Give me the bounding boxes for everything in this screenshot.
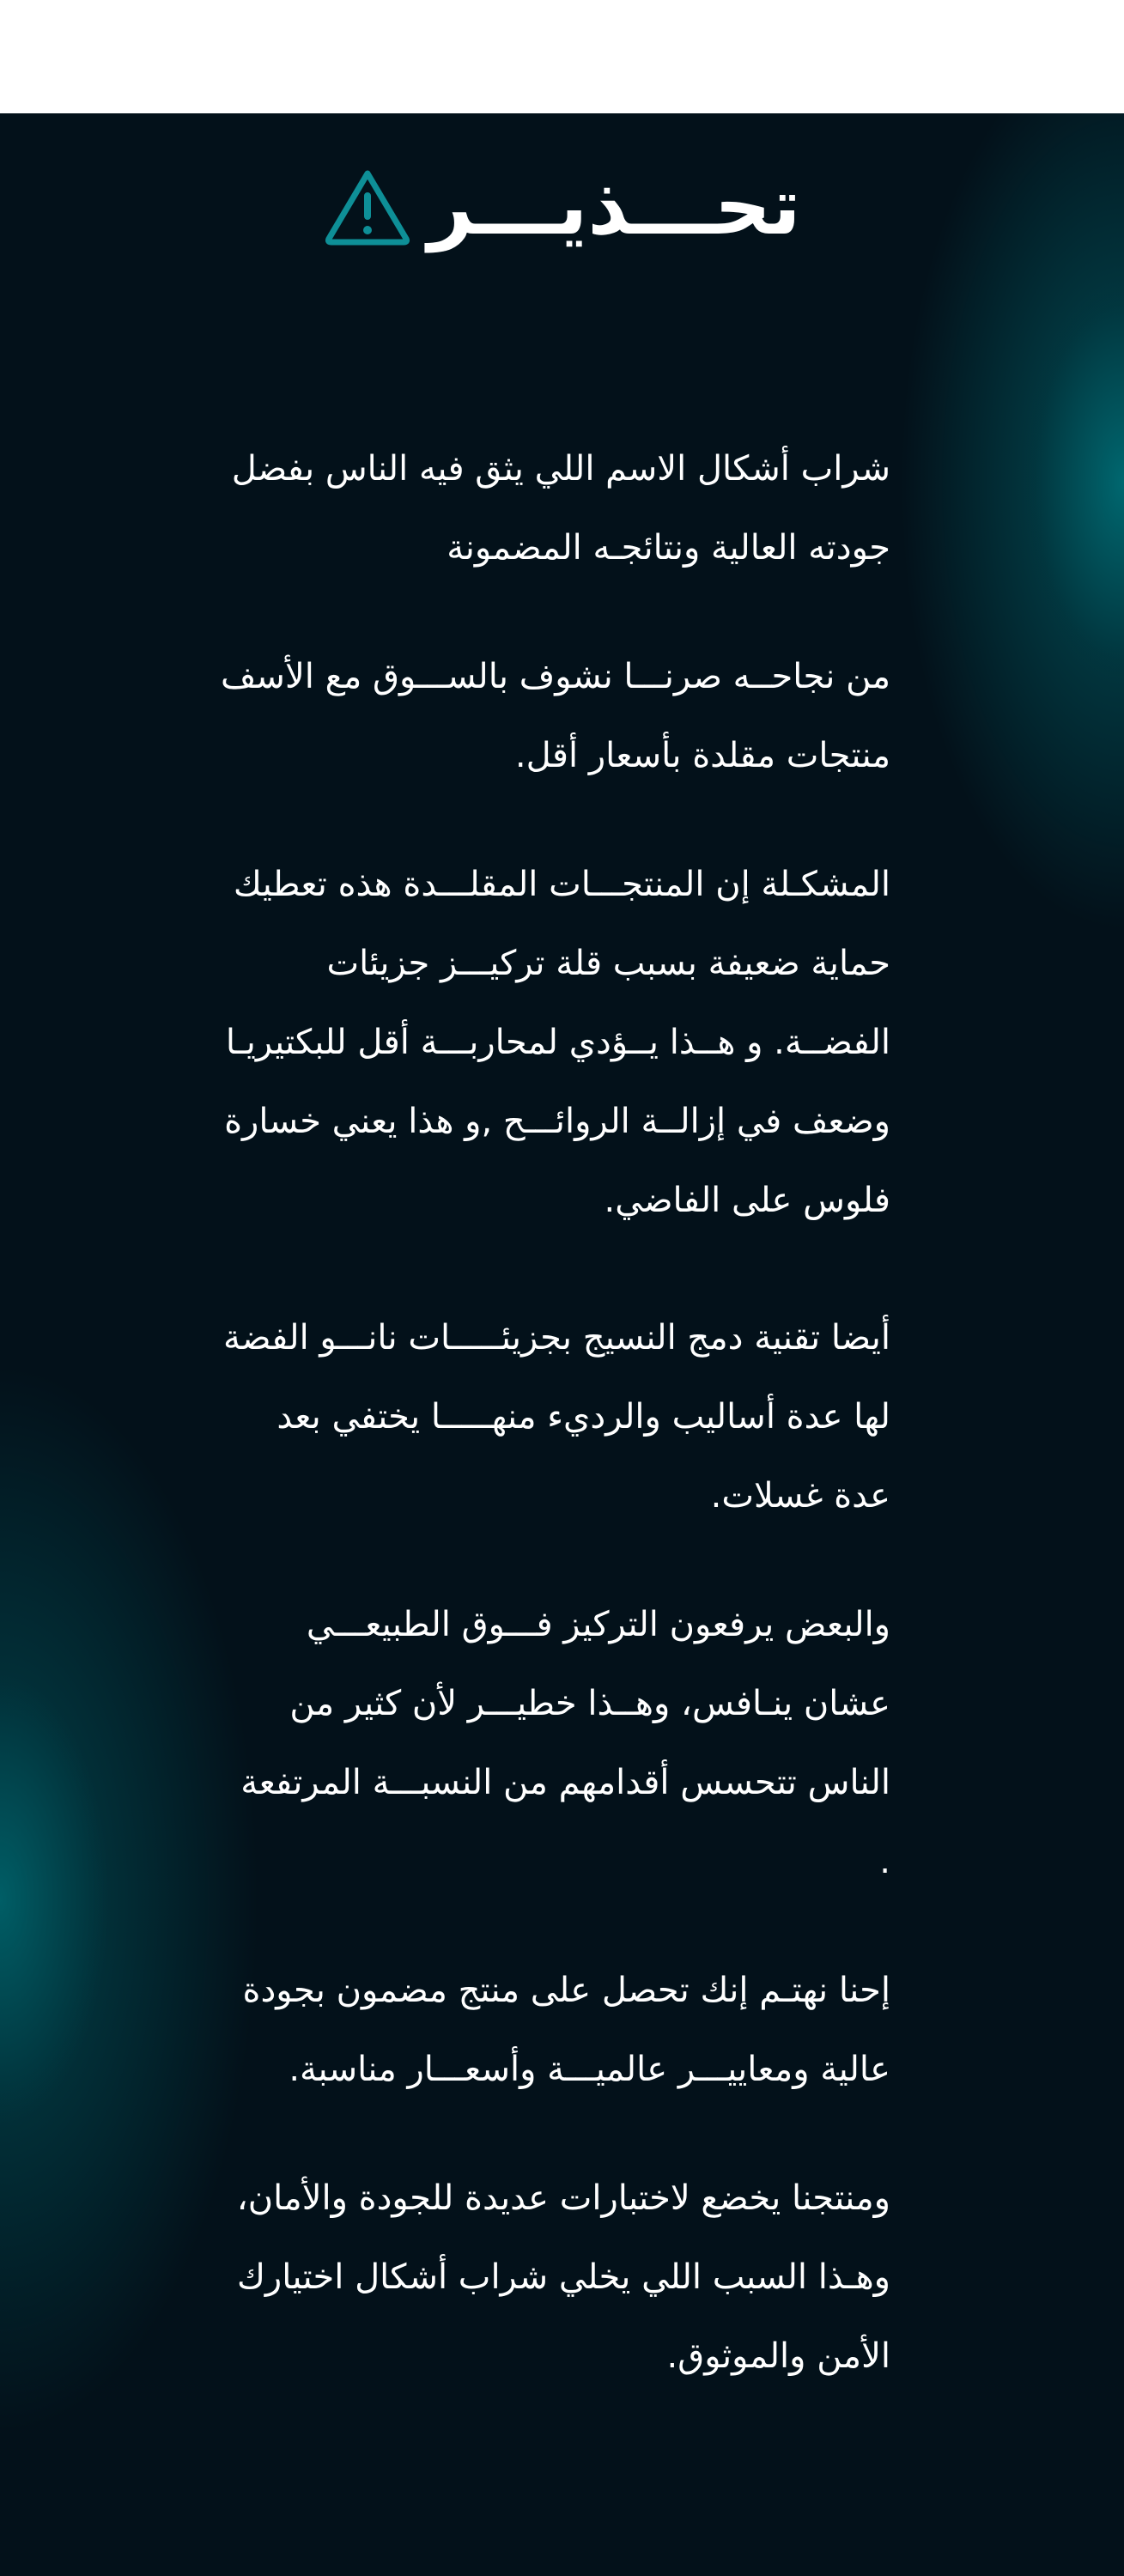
heading-title: تحـــذيـــر bbox=[428, 161, 801, 252]
top-white-strip bbox=[0, 0, 1124, 113]
paragraph-trust: شراب أشكال الاسم اللي يثق فيه الناس بفضل جودته العالية ونتائجـه المضمونة bbox=[231, 449, 890, 568]
warning-panel bbox=[0, 113, 1124, 2576]
warning-body bbox=[219, 429, 890, 2396]
paragraph-guarantee: إحنا نهتـم إنك تحصل على منتج مضمون بجودة عالية ومعاييـــر عالميـــة وأسعـــار مناسبة. bbox=[242, 1971, 890, 2089]
paragraph-problem: المشكـلة إن المنتجـــات المقلـــدة هذه تعطيك حماية ضعيفة بسبب قلة تركيـــز جزيئات الفضــة. و هــذا يــؤدي لمحاربـــة أقل للبكتيريـا وضعف في إزالــة الروائـــح ,و هذا يعني خسارة فلوس على الفاضي. bbox=[224, 865, 890, 1220]
warning-heading bbox=[0, 161, 1124, 252]
paragraph-nano-silver: أيضا تقنية دمج النسيج بجزيئـــــات نانـــو الفضة لها عدة أساليب والرديء منهـــــا يختفي بعد عدة غسلات. bbox=[223, 1318, 890, 1516]
paragraph-concentration: والبعض يرفعون التركيز فـــوق الطبيعـــي عشان ينـافس، وهــذا خطيـــر لأن كثير من الناس تتحسس أقدامهم من النسبـــة المرتفعة . bbox=[240, 1605, 890, 1881]
paragraph-imitations: من نجاحــه صرنـــا نشوف بالســـوق مع الأسف منتجات مقلدة بأسعار أقل. bbox=[221, 657, 890, 775]
warning-triangle-icon bbox=[323, 167, 412, 247]
paragraph-testing: ومنتجنا يخضع لاختبارات عديدة للجودة والأمان، وهـذا السبب اللي يخلي شراب أشكال اختيارك الأمن والموثوق. bbox=[236, 2178, 890, 2376]
